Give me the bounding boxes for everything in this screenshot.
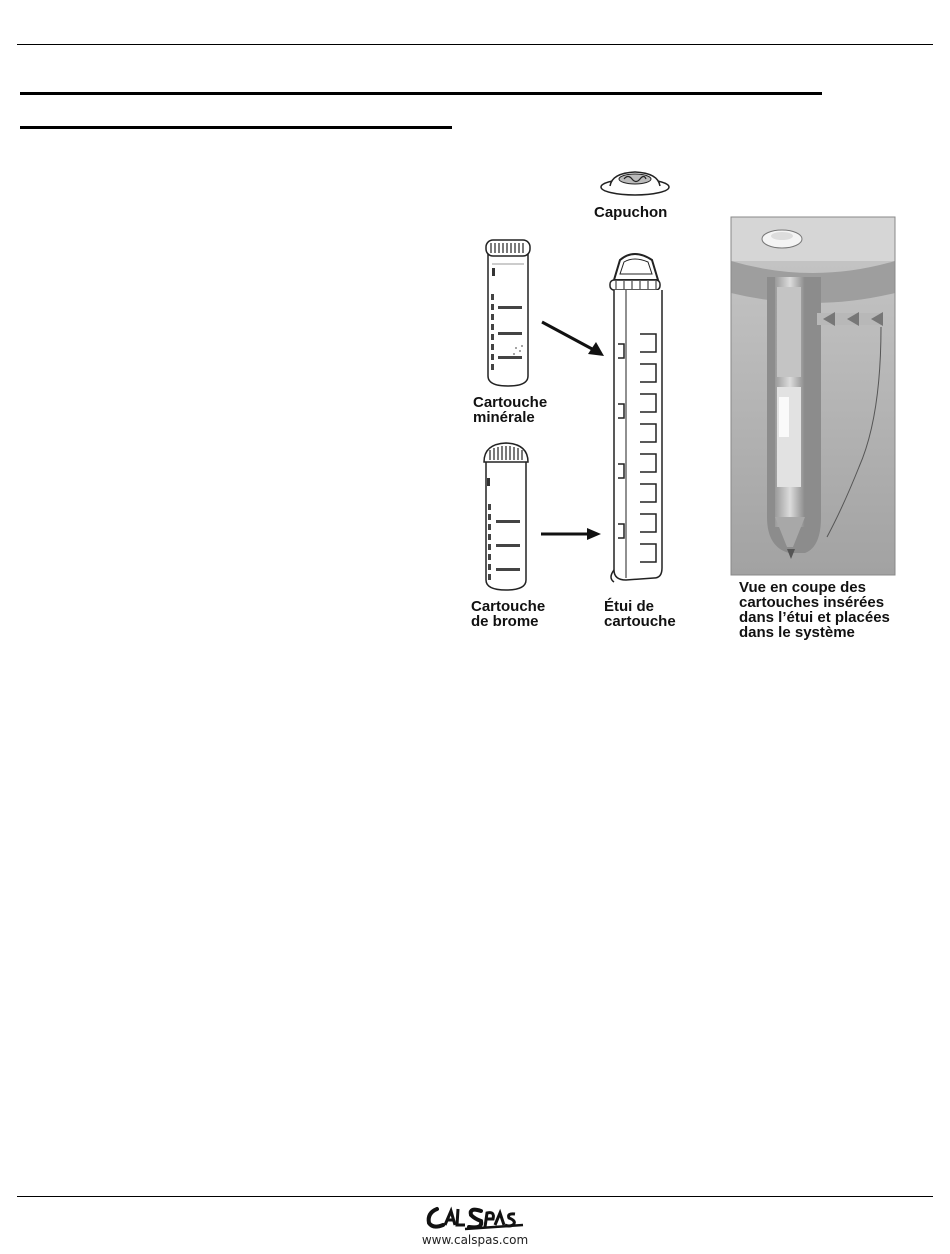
cap-label: Capuchon <box>594 204 668 221</box>
mineral-cartridge-illustration <box>484 236 532 388</box>
cutaway-label-line4: dans le système <box>739 624 855 641</box>
holder-label-line1: Étui de <box>604 598 655 615</box>
footer-rule <box>17 1196 933 1197</box>
cap-illustration <box>598 167 672 197</box>
arrow-diagonal-icon <box>540 320 606 358</box>
title-underline-long <box>20 92 822 95</box>
title-underline-short <box>20 126 452 129</box>
cutaway-photo <box>731 217 895 575</box>
bromine-cartridge-illustration <box>480 440 532 592</box>
bromine-label-line1: Cartouche <box>471 598 546 615</box>
cartridge-holder-illustration <box>604 252 668 584</box>
calspas-logo <box>425 1203 525 1233</box>
cutaway-label-line3: dans l’étui et placées <box>739 609 890 626</box>
cutaway-label-line1: Vue en coupe des <box>739 579 866 596</box>
cutaway-label-line2: cartouches insérées <box>739 594 885 611</box>
header-top-rule <box>17 44 933 45</box>
mineral-label-line1: Cartouche <box>473 394 548 411</box>
footer-url[interactable]: www.calspas.com <box>421 1233 529 1247</box>
arrow-right-icon <box>541 527 601 541</box>
mineral-label-line2: minérale <box>473 409 535 426</box>
holder-label-line2: cartouche <box>604 613 676 630</box>
bromine-label-line2: de brome <box>471 613 539 630</box>
